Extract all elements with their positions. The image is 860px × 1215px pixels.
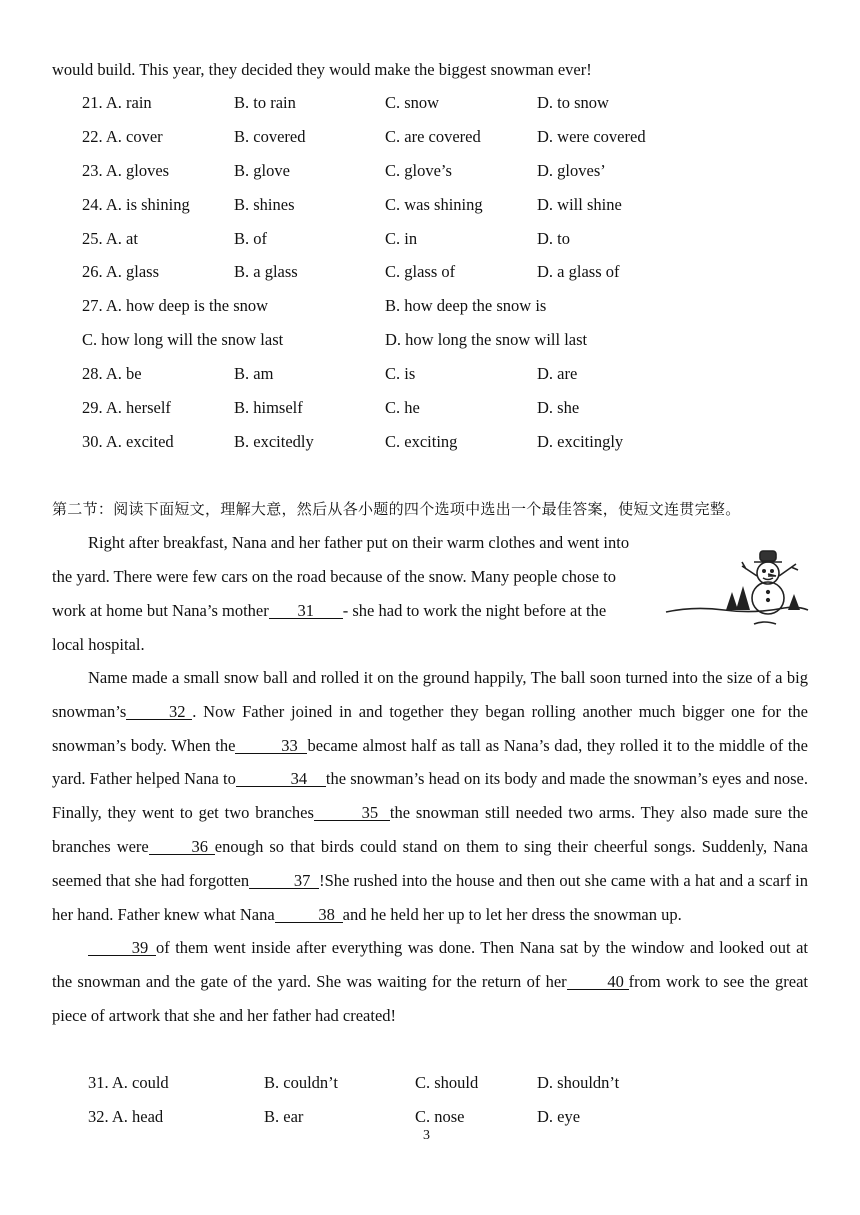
passage-text: work at home but Nana’s mother xyxy=(52,601,269,620)
question-27-options-ab xyxy=(0,296,860,320)
option-a: 25. A. at xyxy=(82,229,138,248)
option-a: 32. A. head xyxy=(88,1107,164,1126)
option-b: B. couldn’t xyxy=(264,1073,338,1092)
passage-line-1: Right after breakfast, Nana and her father put on their warm clothes and went into xyxy=(88,533,630,552)
option-c: C. he xyxy=(385,398,420,417)
option-c: C. nose xyxy=(415,1107,465,1126)
question-31-options xyxy=(0,1073,860,1097)
passage-text: Name made a small snow ball and rolled it on the ground happily, The ball soon turned into the size of a big snowman’s xyxy=(52,668,808,721)
question-30-options xyxy=(0,432,860,456)
option-b: B. glove xyxy=(234,161,290,180)
option-d: D. excitingly xyxy=(537,432,624,451)
passage-line-2: the yard. There were few cars on the road because of the snow. Many people chose to xyxy=(52,567,616,586)
passage-text: of them went inside after everything was done. Then Nana sat by the window and looked out at the snowman and the gate of the yard. She was waiting for the return of her xyxy=(52,938,808,992)
option-a: 26. A. glass xyxy=(82,262,160,281)
blank-35: 35 xyxy=(314,805,390,821)
option-a: 23. A. gloves xyxy=(82,161,170,180)
question-22-options xyxy=(0,127,860,151)
page-number: 3 xyxy=(423,1128,430,1143)
option-b: B. shines xyxy=(234,195,295,214)
blank-40: 40 xyxy=(567,974,629,990)
passage-line-4: local hospital. xyxy=(52,635,145,654)
option-c: C. should xyxy=(415,1073,479,1092)
option-a: 29. A. herself xyxy=(82,398,171,417)
option-d: D. a glass of xyxy=(537,262,620,281)
passage-text: from work to see the great piece of artwork that she and her father had created! xyxy=(52,972,808,1025)
question-27-options-cd xyxy=(0,330,860,354)
question-25-options xyxy=(0,229,860,253)
option-c: C. exciting xyxy=(385,432,458,451)
question-21-options xyxy=(0,93,860,117)
option-d: D. are xyxy=(537,364,578,383)
snowman-illustration xyxy=(664,540,810,632)
option-c: C. glove’s xyxy=(385,161,452,180)
option-d: D. to snow xyxy=(537,93,609,112)
option-d: D. will shine xyxy=(537,195,622,214)
option-b: B. to rain xyxy=(234,93,296,112)
blank-39: 39 xyxy=(88,940,156,956)
option-d: D. were covered xyxy=(537,127,646,146)
question-28-options xyxy=(0,364,860,388)
option-d: D. she xyxy=(537,398,580,417)
passage-line-3 xyxy=(52,601,606,621)
question-29-options xyxy=(0,398,860,422)
passage-text: !She rushed into the house and then out she came with a hat and a scarf in her hand. Father knew what Nana xyxy=(52,870,808,924)
passage-text: . Now Father joined in and together they began rolling another much bigger one for the snowman’s body. When the xyxy=(52,701,808,755)
option-d: D. eye xyxy=(537,1107,581,1126)
passage-text: the snowman still needed two arms. They also made sure the branches were xyxy=(52,803,809,856)
option-a: 27. A. how deep is the snow xyxy=(82,296,269,315)
blank-38: 38 xyxy=(275,907,343,923)
option-a: 22. A. cover xyxy=(82,127,163,146)
passage-text: became almost half as tall as Nana’s dad, they rolled it to the middle of the yard. Father helped Nana to xyxy=(52,735,808,789)
option-d: D. how long the snow will last xyxy=(385,330,588,349)
option-a: 31. A. could xyxy=(88,1073,169,1092)
blank-37: 37 xyxy=(249,873,319,889)
blank-32: 32 xyxy=(126,704,192,720)
option-c: C. how long will the snow last xyxy=(82,330,284,349)
option-c: C. are covered xyxy=(385,127,481,146)
option-d: D. gloves’ xyxy=(537,161,606,180)
option-b: B. a glass xyxy=(234,262,298,281)
option-a: 30. A. excited xyxy=(82,432,174,451)
passage-paragraph-2 xyxy=(52,661,808,1033)
option-c: C. was shining xyxy=(385,195,483,214)
question-24-options xyxy=(0,195,860,219)
blank-33: 33 xyxy=(235,738,307,754)
option-a: 21. A. rain xyxy=(82,93,152,112)
option-b: B. himself xyxy=(234,398,303,417)
option-b: B. excitedly xyxy=(234,432,314,451)
option-b: B. how deep the snow is xyxy=(385,296,547,315)
option-b: B. covered xyxy=(234,127,306,146)
blank-34: 34 xyxy=(236,771,326,787)
passage-text: enough so that birds could stand on them to sing their cheerful songs. Suddenly, Nana seemed that she had forgotten xyxy=(52,836,808,890)
intro-text-end: would build. This year, they decided they would make the biggest snowman ever! xyxy=(52,60,592,79)
option-b: B. of xyxy=(234,229,267,248)
blank-36: 36 xyxy=(149,839,215,855)
option-b: B. am xyxy=(234,364,274,383)
question-26-options xyxy=(0,262,860,286)
blank-31: 31 xyxy=(269,603,343,619)
option-b: B. ear xyxy=(264,1107,304,1126)
option-c: C. glass of xyxy=(385,262,456,281)
option-a: 28. A. be xyxy=(82,364,142,383)
passage-text: the snowman’s head on its body and made the snowman’s eyes and nose. Finally, they went to get two branches xyxy=(52,769,808,823)
option-c: C. snow xyxy=(385,93,440,112)
question-23-options xyxy=(0,161,860,185)
passage-text: and he held her up to let her dress the snowman up. xyxy=(342,904,682,924)
option-c: C. is xyxy=(385,364,416,383)
option-c: C. in xyxy=(385,229,418,248)
option-a: 24. A. is shining xyxy=(82,195,190,214)
option-d: D. shouldn’t xyxy=(537,1073,620,1092)
section-2-instruction: 第二节：阅读下面短文，理解大意，然后从各小题的四个选项中选出一个最佳答案，使短文连贯完整。 xyxy=(52,500,741,518)
passage-text: - she had to work the night before at the xyxy=(342,601,607,620)
option-d: D. to xyxy=(537,229,570,248)
question-32-options xyxy=(0,1107,860,1131)
